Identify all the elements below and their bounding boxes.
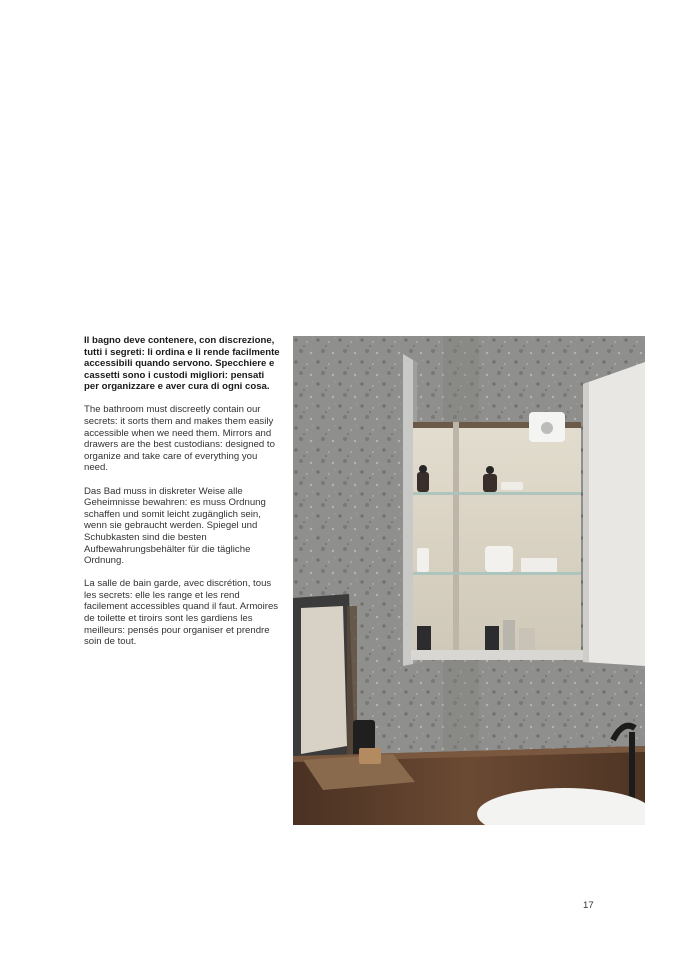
page-number: 17 <box>583 900 594 911</box>
french-paragraph: La salle de bain garde, avec discrétion, tous les secrets: elle les range et les rend facilement accessibles quand il faut. Armoires de toilette et tiroirs sont les gardiens les meilleurs: pensés pour organiser et prendre soin de tout. <box>84 578 279 648</box>
italian-paragraph: Il bagno deve contenere, con discrezione, tutti i segreti: li ordina e li rende facilmente accessibili quando servono. Specchiere e cassetti sono i custodi migliori: pensati per organizzare e aver cura di ogni cosa. <box>84 335 280 393</box>
german-paragraph: Das Bad muss in diskreter Weise alle Geheimnisse bewahren: es muss Ordnung schaffen und somit leicht zugänglich sein, wenn sie gebraucht werden. Spiegel und Schubkasten sind die besten Aufbewahrungsbehälter für die tägliche Ordnung. <box>84 485 266 567</box>
bathroom-cabinet-photo <box>293 336 645 825</box>
text-column <box>84 335 280 659</box>
english-paragraph: The bathroom must discreetly contain our secrets: it sorts them and makes them easily accessible when we need them. Mirrors and drawers are the best custodians: designed to organize and take care of everything you need. <box>84 404 275 474</box>
